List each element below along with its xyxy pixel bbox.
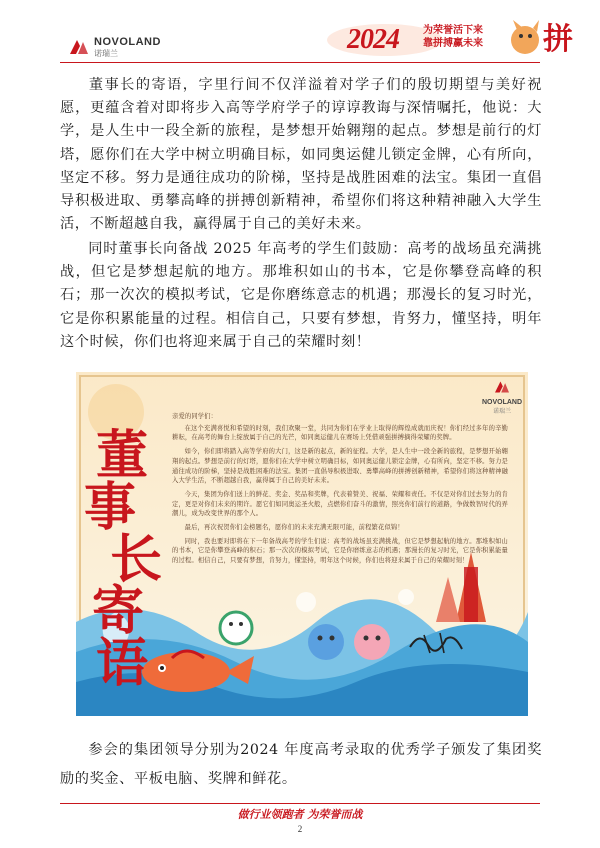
letter-paragraph-1: 在这个充满喜悦和希望的时刻，我们欢聚一堂，共同为你们在学业上取得的辉煌成就而庆祝！你们经过多年的辛勤耕耘，在高考的舞台上绽放属于自己的光芒，如同奥运健儿在赛场上凭借顽强拼搏摘得荣耀的奖牌。 xyxy=(172,424,508,442)
logo-chinese: 诺瑞兰 xyxy=(94,48,118,58)
letter-paragraph-4: 最后，再次祝贺你们金榜题名，愿你们的未来充满无限可能，前程繁花似锦！ xyxy=(184,524,404,532)
calligraphy-title xyxy=(84,425,163,694)
poster-logo-icon xyxy=(493,380,511,394)
body-paragraph-3-text: 参会的集团领导分别为2024 年度高考录取的优秀学子颁发了集团奖励的奖金、平板电脑、奖牌和鲜花。 xyxy=(60,742,542,787)
header-slogan-line1: 为荣誉活下来 xyxy=(423,25,483,36)
page-number: 2 xyxy=(297,824,303,834)
novoland-logo-icon xyxy=(68,36,90,58)
logo-english: NOVOLAND xyxy=(94,35,161,48)
body-paragraph-2 xyxy=(60,238,542,354)
chairman-letter-poster xyxy=(76,372,528,716)
header-slogan-line2: 靠拼搏赢未来 xyxy=(423,38,483,49)
page-header xyxy=(0,0,600,64)
header-year: 2024 xyxy=(347,24,399,55)
letter-paragraph-2: 如今，你们即将踏入高等学府的大门，这是新的起点，新的征程。大学，是人生中一段全新的旅程，是梦想开始翱翔的起点。梦想是前行的灯塔，愿你们在大学中树立明确目标，如同奥运健儿锁定金牌，心有所向，坚定不移。努力是通往成功的阶梯，坚持是战胜困难的法宝。集团一直倡导积极进取、勇攀高峰的拼搏创新精神，希望你们将这种精神融入大学生活，不断超越自我，赢得属于自己的美好未来。 xyxy=(172,448,508,485)
body-paragraph-2-text: 同时董事长向备战 2025 年高考的学生们鼓励：高考的战场虽充满挑战，但它是梦想起航的地方。那堆积如山的书本，它是你攀登高峰的积石；那一次次的模拟考试，它是你磨练意志的机遇；那漫长的复习时光，它是你积累能量的过程。相信自己，只要有梦想，肯努力，懂坚持，明年这个时候，你们也将迎来属于自己的荣耀时刻！ xyxy=(60,241,542,350)
header-big-character: 拼 xyxy=(543,22,573,57)
calligraphy-char-4: 寄 xyxy=(92,581,145,642)
header-slogan xyxy=(423,24,483,50)
body-paragraph-1 xyxy=(60,74,542,236)
calligraphy-char-3: 长 xyxy=(110,529,163,590)
letter-salutation: 亲爱的同学们： xyxy=(172,413,218,420)
body-paragraph-3 xyxy=(60,736,542,794)
letter-paragraph-5: 同时，我也要对即将在下一年备战高考的学生们说：高考的战场虽充满挑战，但它是梦想起航的地方。那堆积如山的书本，它是你攀登高峰的积石；那一次次的模拟考试，它是你磨练意志的机遇；那漫长的复习时光，它是你积累能量的过程。相信自己，只要有梦想，肯努力，懂坚持，明年这个时候，你们也将迎来属于自己的荣耀时刻！ xyxy=(172,537,508,565)
poster-logo-english: NOVOLAND xyxy=(481,399,523,406)
letter-text xyxy=(172,412,508,570)
calligraphy-char-1: 董 xyxy=(96,425,149,486)
footer-slogan: 做行业领跑者 为荣誉而战 xyxy=(237,808,363,821)
chairman-signature-icon xyxy=(406,627,466,657)
letter-paragraph-3: 今天，集团为你们送上的鲜花、奖金、奖品和奖牌，代表着赞美、祝福、荣耀和责任。不仅是对你们过去努力的肯定，更是对你们未来的期许。愿它们如同奥运圣火般，点燃你们奋斗的激情，照亮你们前行的道路，争做数智时代的弄潮儿，成为改变世界的那个人。 xyxy=(172,490,508,518)
footer-divider xyxy=(60,803,540,804)
calligraphy-char-2: 事 xyxy=(84,477,137,538)
header-divider xyxy=(60,62,540,63)
header-banner xyxy=(325,10,595,62)
calligraphy-char-5: 语 xyxy=(96,633,149,694)
company-logo xyxy=(68,36,161,58)
body-paragraph-1-text: 董事长的寄语，字里行间不仅洋溢着对学子们的殷切期望与美好祝愿，更蕴含着对即将步入高等学府学子的谆谆教诲与深情嘱托，他说：大学，是人生中一段全新的旅程，是梦想开始翱翔的起点。梦想是前行的灯塔，愿你们在大学中树立明确目标，如同奥运健儿锁定金牌，心有所向，坚定不移。努力是通往成功的阶梯，坚持是战胜困难的法宝。集团一直倡导积极进取、勇攀高峰的拼搏创新精神，希望你们将这种精神融入大学生活，不断超越自我，赢得属于自己的美好未来。 xyxy=(60,77,542,233)
poster-logo xyxy=(480,380,524,415)
poster-logo-chinese: 诺瑞兰 xyxy=(492,409,511,415)
